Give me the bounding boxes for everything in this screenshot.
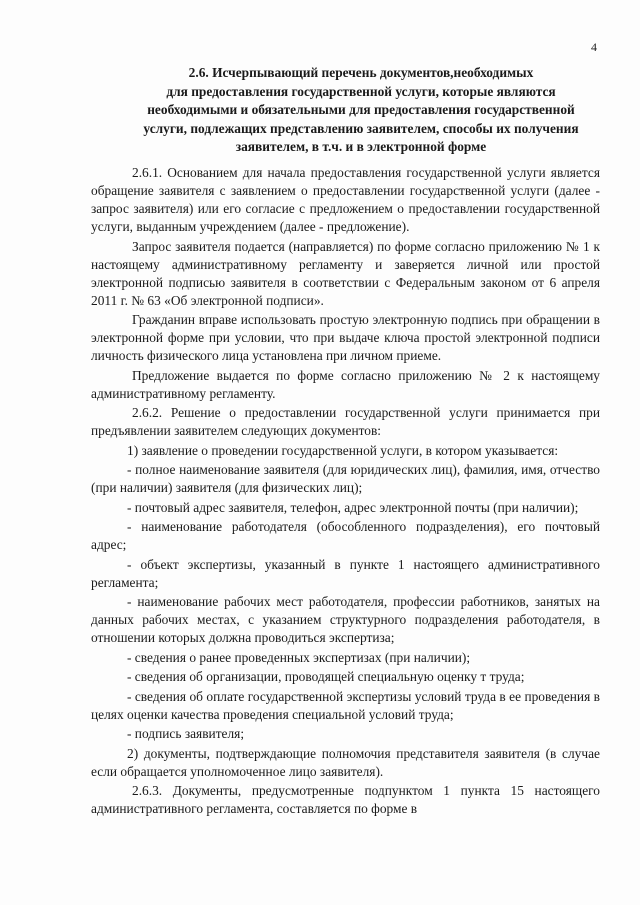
list-item: - наименование рабочих мест работодателя, профессии работников, занятых на данных рабочих местах, с указанием структурного подразделения работодателя, в отношении которых должна проводиться экспертиза; [91, 594, 600, 645]
heading-line: услуги, подлежащих представлению заявителем, способы их получения [143, 120, 579, 136]
list-item: - сведения об оплате государственной экспертизы условий труда в ее проведения в целях оценки качества проведения специальной условий труда; [91, 688, 600, 722]
page-number: 4 [591, 40, 597, 54]
list-item: - подпись заявителя; [127, 726, 245, 741]
paragraph-proposal: Предложение выдается по форме согласно приложению № 2 к настоящему административному регламенту. [91, 367, 600, 401]
document-body [91, 164, 600, 820]
list-item: 2) документы, подтверждающие полномочия представителя заявителя (в случае если обращается уполномоченное лицо заявителя). [91, 745, 600, 779]
paragraph-e-signature: Гражданин вправе использовать простую электронную подпись при обращении в электронной форме при условии, что при выдаче ключа простой электронной подписи личность физического лица установлена при личном приеме. [91, 312, 600, 363]
heading-line: 2.6. Исчерпывающий перечень документов,необходимых [188, 65, 534, 80]
list-item: - полное наименование заявителя (для юридических лиц), фамилия, имя, отчество (при наличии) заявителя (для физических лиц); [91, 462, 600, 495]
paragraph-2-6-1: 2.6.1. Основанием для начала предоставления государственной услуги является обращение заявителя с заявлением о предоставлении государственной услуги (далее - запрос заявителя) или его согласие с предложением о предоставлении государственной услуги, выданным учреждением (далее - предложение). [91, 165, 600, 234]
paragraph-2-6-3: 2.6.3. Документы, предусмотренные подпунктом 1 пункта 15 настоящего административного регламента, составляется по форме в [91, 783, 600, 816]
paragraph-request: Запрос заявителя подается (направляется) по форме согласно приложению № 1 к настоящему административному регламенту и заверяется личной или простой электронной подписью заявителя в соответствии с Федеральным законом от 6 апреля 2011 г. № 63 «Об электронной подписи». [91, 238, 600, 308]
paragraph-2-6-2: 2.6.2. Решение о предоставлении государственной услуги принимается при предъявлении заявителем следующих документов: [91, 405, 600, 438]
list-item: 1) заявление о проведении государственной услуги, в котором указывается: [127, 442, 559, 458]
heading-line: необходимыми и обязательными для предоставления государственной [147, 102, 575, 118]
list-item: - почтовый адрес заявителя, телефон, адрес электронной почты (при наличии); [127, 499, 579, 515]
heading-line: заявителем, в т.ч. и в электронной форме [235, 139, 487, 155]
section-heading [122, 64, 600, 157]
list-item: - наименование работодателя (обособленного подразделения), его почтовый адрес; [91, 519, 600, 552]
heading-line: для предоставления государственной услуги, которые являются [166, 83, 556, 99]
list-item: - сведения об организации, проводящей специальную оценку т труда; [127, 669, 525, 684]
list-item: - объект экспертизы, указанный в пункте 1 настоящего административного регламента; [91, 556, 600, 590]
list-item: - сведения о ранее проведенных экспертизах (при наличии); [127, 649, 471, 665]
